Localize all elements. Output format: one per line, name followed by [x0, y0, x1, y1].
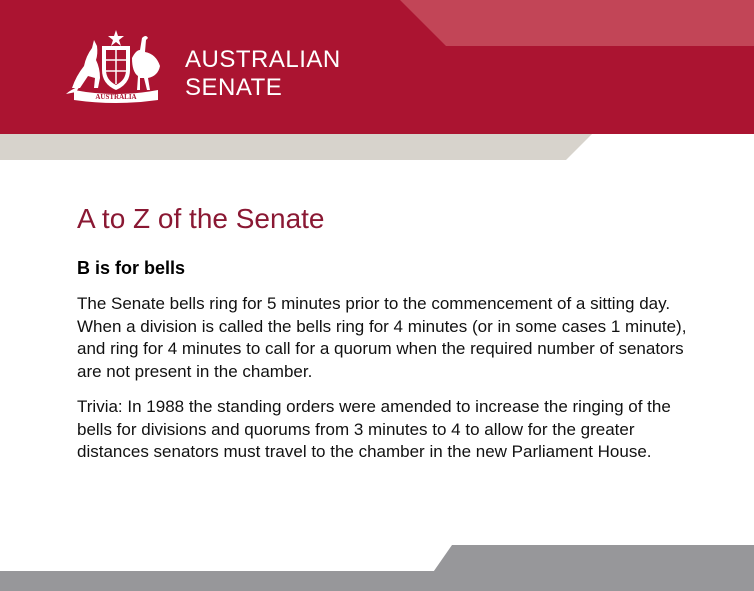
bells-paragraph: The Senate bells ring for 5 minutes prior to the commencement of a sitting day. When a division is called the bells ring for 4 minutes (or in some cases 1 minute), and ring for 4 minutes to call for a quorum when the required number of senators are not present in the chamber. [77, 294, 687, 381]
svg-text:AUSTRALIA: AUSTRALIA [95, 93, 137, 101]
org-name [185, 46, 341, 102]
org-name-line1: AUSTRALIAN [185, 46, 341, 73]
page-title: A to Z of the Senate [77, 203, 325, 234]
trivia-paragraph [77, 396, 697, 464]
header-grey-band [0, 134, 754, 160]
trivia-text: In 1988 the standing orders were amended to increase the ringing of the bells for divisions and quorums from 3 minutes to 4 to allow for the greater distances senators must travel to the chamber in the new Parliament House. [77, 397, 671, 461]
org-name-line2: SENATE [185, 74, 283, 101]
trivia-label: Trivia: [77, 397, 123, 416]
footer-band [0, 545, 754, 591]
coat-of-arms-logo [62, 28, 170, 104]
section-heading: B is for bells [77, 258, 186, 278]
